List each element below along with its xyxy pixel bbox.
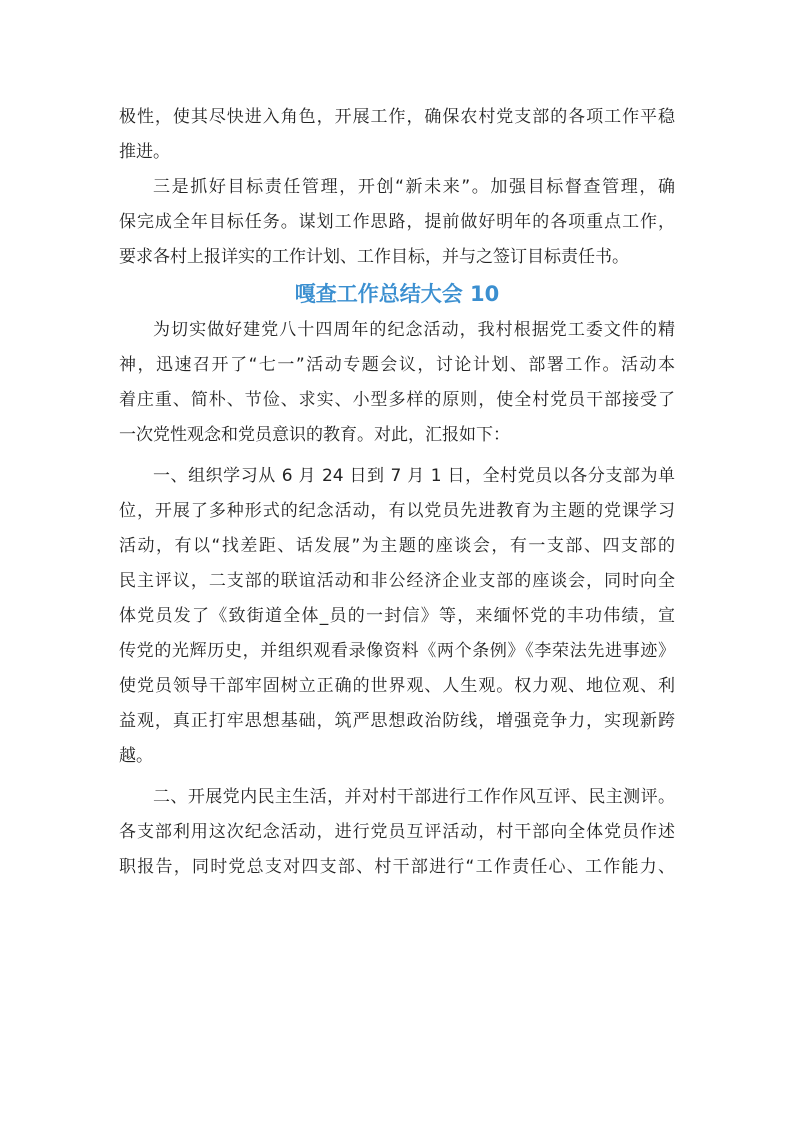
text-line: 着庄重、简朴、节俭、求实、小型多样的原则，使全村党员干部接受了 [119,390,675,410]
text-line: 三是抓好目标责任管理，开创“新未来”。加强目标督查管理，确 [153,177,675,197]
text-line: 活动，有以“找差距、话发展”为主题的座谈会，有一支部、四支部的 [119,536,675,556]
text-line: 保完成全年目标任务。谋划工作思路，提前做好明年的各项重点工作， [119,212,675,232]
paragraph-intro [119,313,675,453]
text-line: 职报告，同时党总支对四支部、村干部进行“工作责任心、工作能力、 [119,857,675,877]
paragraph-section-1 [119,459,675,774]
text-line: 一、组织学习从 6 月 24 日到 7 月 1 日，全村党员以各分支部为单 [153,466,675,486]
text-line: 民主评议，二支部的联谊活动和非公经济企业支部的座谈会，同时向全 [119,571,675,591]
text-line: 一次党性观念和党员意识的教育。对此，汇报如下： [119,425,510,445]
paragraph-previous-1 [119,100,675,170]
text-line: 神，迅速召开了“七一”活动专题会议，讨论计划、部署工作。活动本 [119,355,675,375]
document-page [119,100,675,885]
text-line: 二、开展党内民主生活，并对村干部进行工作作风互评、民主测评。 [153,787,675,807]
section-heading: 嘎查工作总结大会 10 [294,282,500,306]
paragraph-previous-2 [119,170,675,275]
text-line: 要求各村上报详实的工作计划、工作目标，并与之签订目标责任书。 [119,247,629,267]
text-line: 体党员发了《致街道全体_员的一封信》等，来缅怀党的丰功伟绩，宣 [119,606,675,626]
text-line: 位，开展了多种形式的纪念活动，有以党员先进教育为主题的党课学习 [119,501,675,521]
text-line: 各支部利用这次纪念活动，进行党员互评活动，村干部向全体党员作述 [119,822,675,842]
text-line: 推进。 [119,142,170,162]
text-line: 使党员领导干部牢固树立正确的世界观、人生观。权力观、地位观、利 [119,676,675,696]
paragraph-section-2 [119,780,675,885]
text-line: 越。 [119,746,153,766]
text-line: 极性，使其尽快进入角色，开展工作，确保农村党支部的各项工作平稳 [119,107,675,127]
text-line: 为切实做好建党八十四周年的纪念活动，我村根据党工委文件的精 [153,320,675,340]
text-line: 益观，真正打牢思想基础，筑严思想政治防线，增强竞争力，实现新跨 [119,711,675,731]
text-line: 传党的光辉历史，并组织观看录像资料《两个条例》《李荣法先进事迹》 [119,641,675,661]
